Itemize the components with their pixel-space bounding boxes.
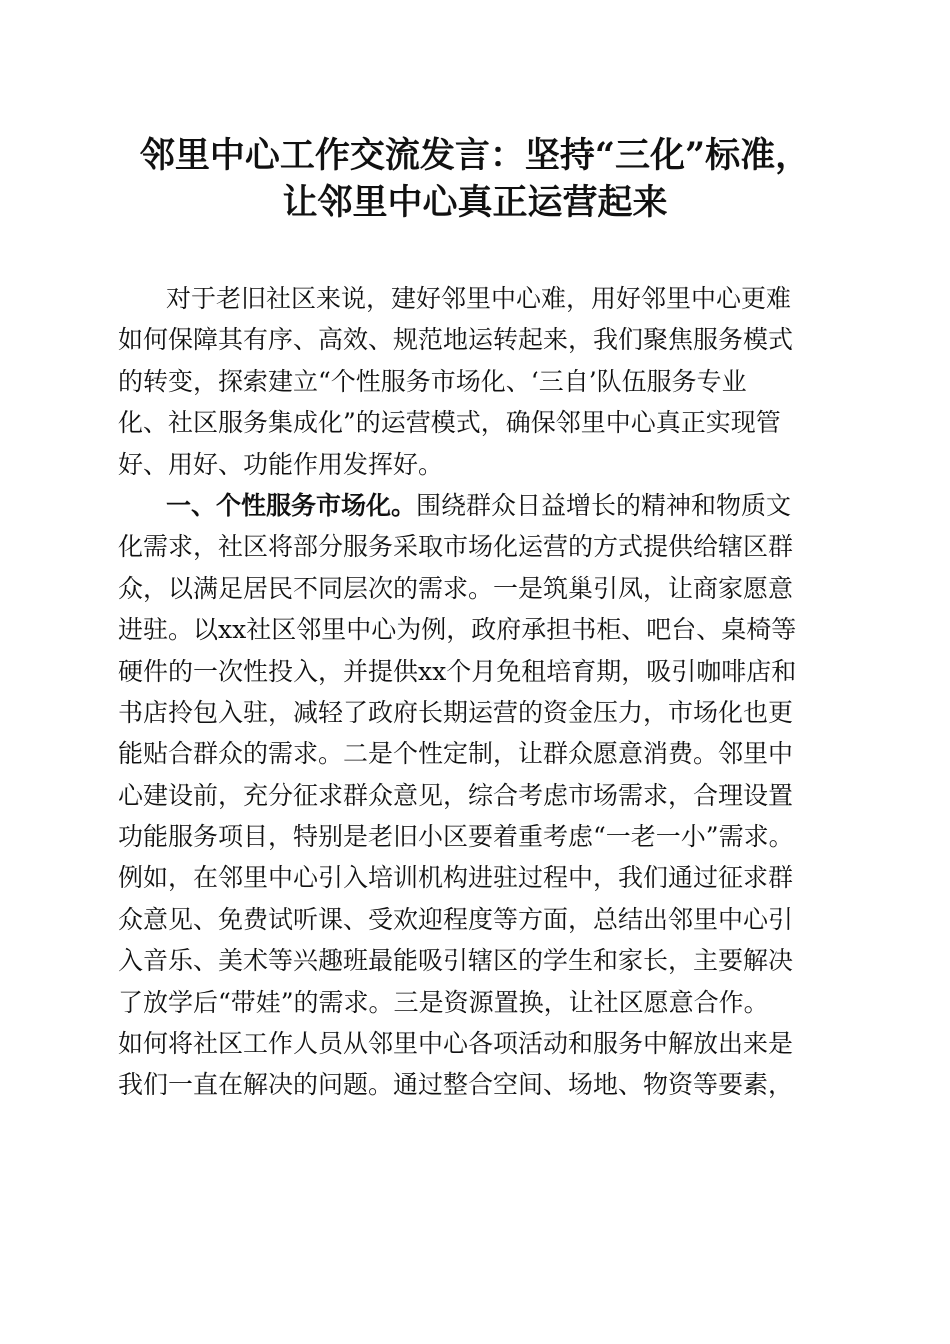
paragraph-intro: [118, 278, 838, 485]
paragraph-line: 了放学后“带娃”的需求。三是资源置换，让社区愿意合作。: [118, 987, 769, 1017]
paragraph-line: 入音乐、美术等兴趣班最能吸引辖区的学生和家长，主要解决: [118, 946, 794, 976]
paragraph-line: 书店拎包入驻，减轻了政府长期运营的资金压力，市场化也更: [118, 697, 794, 727]
paragraph-line: 能贴合群众的需求。二是个性定制，让群众愿意消费。邻里中: [118, 739, 794, 769]
paragraph-line: 众意见、免费试听课、受欢迎程度等方面，总结出邻里中心引: [118, 904, 794, 934]
paragraph-line: 化需求，社区将部分服务采取市场化运营的方式提供给辖区群: [118, 532, 794, 562]
document-body: [118, 278, 838, 1106]
paragraph-line: 我们一直在解决的问题。通过整合空间、场地、物资等要素，: [118, 1070, 794, 1100]
document-title: [100, 132, 850, 226]
paragraph-line: 心建设前，充分征求群众意见，综合考虑市场需求，合理设置: [118, 780, 794, 810]
paragraph-line: 如何将社区工作人员从邻里中心各项活动和服务中解放出来是: [118, 1029, 794, 1059]
paragraph-line: 众，以满足居民不同层次的需求。一是筑巢引凤，让商家愿意: [118, 573, 794, 603]
paragraph-line: 例如，在邻里中心引入培训机构进驻过程中，我们通过征求群: [118, 863, 794, 893]
paragraph-line: 的转变，探索建立“个性服务市场化、‘三自’队伍服务专业: [118, 366, 747, 396]
title-line-2: 让邻里中心真正运营起来: [282, 182, 668, 223]
paragraph-line: 硬件的一次性投入，并提供xx个月免租培育期，吸引咖啡店和: [118, 656, 797, 686]
paragraph-line: 如何保障其有序、高效、规范地运转起来，我们聚焦服务模式: [118, 325, 794, 355]
paragraph-line: 好、用好、功能作用发挥好。: [118, 449, 444, 479]
paragraph-line-rest: 围绕群众日益增长的精神和物质文: [416, 490, 792, 520]
paragraph-line: 化、社区服务集成化”的运营模式，确保邻里中心真正实现管: [118, 408, 781, 438]
paragraph-line: [118, 485, 838, 526]
title-line-1: 邻里中心工作交流发言：坚持“三化”标准，: [139, 135, 811, 176]
section-heading: 一、个性服务市场化。: [166, 490, 417, 520]
paragraph-line: 对于老旧社区来说，建好邻里中心难，用好邻里中心更难: [166, 284, 792, 313]
paragraph-line: 功能服务项目，特别是老旧小区要着重考虑“一老一小”需求。: [118, 822, 794, 852]
paragraph-line: 进驻。以xx社区邻里中心为例，政府承担书柜、吧台、桌椅等: [118, 615, 797, 645]
paragraph-section-1: [118, 485, 838, 1106]
